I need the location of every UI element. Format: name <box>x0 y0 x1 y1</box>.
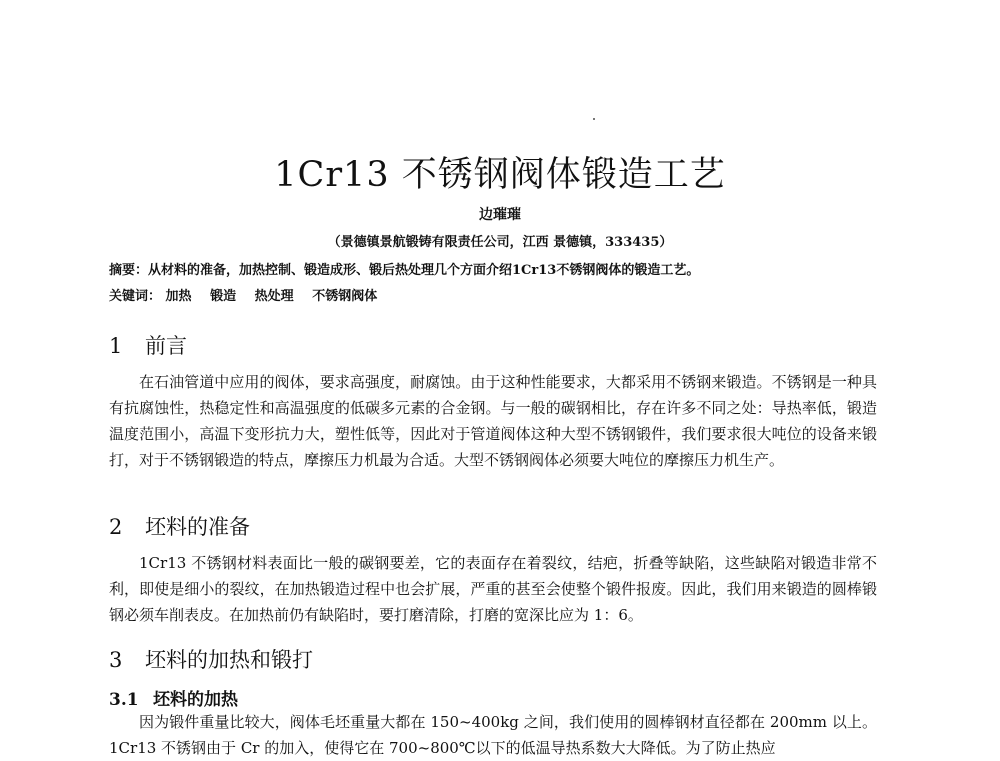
section-paragraph: 因为锻件重量比较大，阀体毛坯重量大都在 150~400kg 之间，我们使用的圆棒钢材直径都在 200mm 以上。1Cr13 不锈钢由于 Cr 的加入，使得它在 700~800℃以下的低温导热系数大大降低。为了防止热应 <box>109 713 877 757</box>
author-name: 边璀璀 <box>479 207 521 223</box>
section-number: 1 <box>109 334 123 358</box>
section-heading <box>109 332 187 360</box>
keywords <box>109 285 391 304</box>
keyword: 热处理 <box>254 289 294 304</box>
section-title: 坯料的加热和锻打 <box>145 648 313 672</box>
section-number: 2 <box>109 515 123 539</box>
keyword: 不锈钢阀体 <box>312 289 378 304</box>
section-title: 前言 <box>145 334 187 358</box>
section-paragraph: 1Cr13 不锈钢材料表面比一般的碳钢要差，它的表面存在着裂纹，结疤，折叠等缺陷，这些缺陷对锻造非常不利，即使是细小的裂纹，在加热锻造过程中也会扩展，严重的甚至会使整个锻件报废。因此，我们用来锻造的圆棒锻钢必须车削表皮。在加热前仍有缺陷时，要打磨清除，打磨的宽深比应为 1：6。 <box>109 554 877 624</box>
section-paragraph: 在石油管道中应用的阀体，要求高强度，耐腐蚀。由于这种性能要求，大都采用不锈钢来锻造。不锈钢是一种具有抗腐蚀性，热稳定性和高温强度的低碳多元素的合金钢。与一般的碳钢相比，存在许多不同之处：导热率低，锻造温度范围小，高温下变形抗力大，塑性低等，因此对于管道阀体这种大型不锈钢锻件，我们要求很大吨位的设备来锻打，对于不锈钢锻造的特点，摩擦压力机最为合适。大型不锈钢阀体必须要大吨位的摩擦压力机生产。 <box>109 373 877 469</box>
subsection-number: 3.1 <box>109 690 139 710</box>
scan-speck <box>593 118 595 120</box>
keywords-label: 关键词： <box>109 289 162 304</box>
paper-title: 1Cr13 不锈钢阀体锻造工艺 <box>274 155 726 195</box>
abstract <box>109 259 699 278</box>
section-number: 3 <box>109 648 123 672</box>
keyword: 锻造 <box>210 289 237 304</box>
subsection-title: 坯料的加热 <box>153 690 238 710</box>
keyword: 加热 <box>165 289 192 304</box>
section-heading <box>109 646 313 674</box>
abstract-text: 从材料的准备，加热控制、锻造成形、锻后热处理几个方面介绍1Cr13不锈钢阀体的锻造工艺。 <box>148 263 700 278</box>
abstract-label: 摘要： <box>109 263 149 278</box>
section-heading <box>109 513 250 541</box>
subsection-heading <box>109 685 238 710</box>
section-title: 坯料的准备 <box>145 515 250 539</box>
author-affiliation: （景德镇景航锻铸有限责任公司，江西 景德镇，333435） <box>327 235 673 250</box>
